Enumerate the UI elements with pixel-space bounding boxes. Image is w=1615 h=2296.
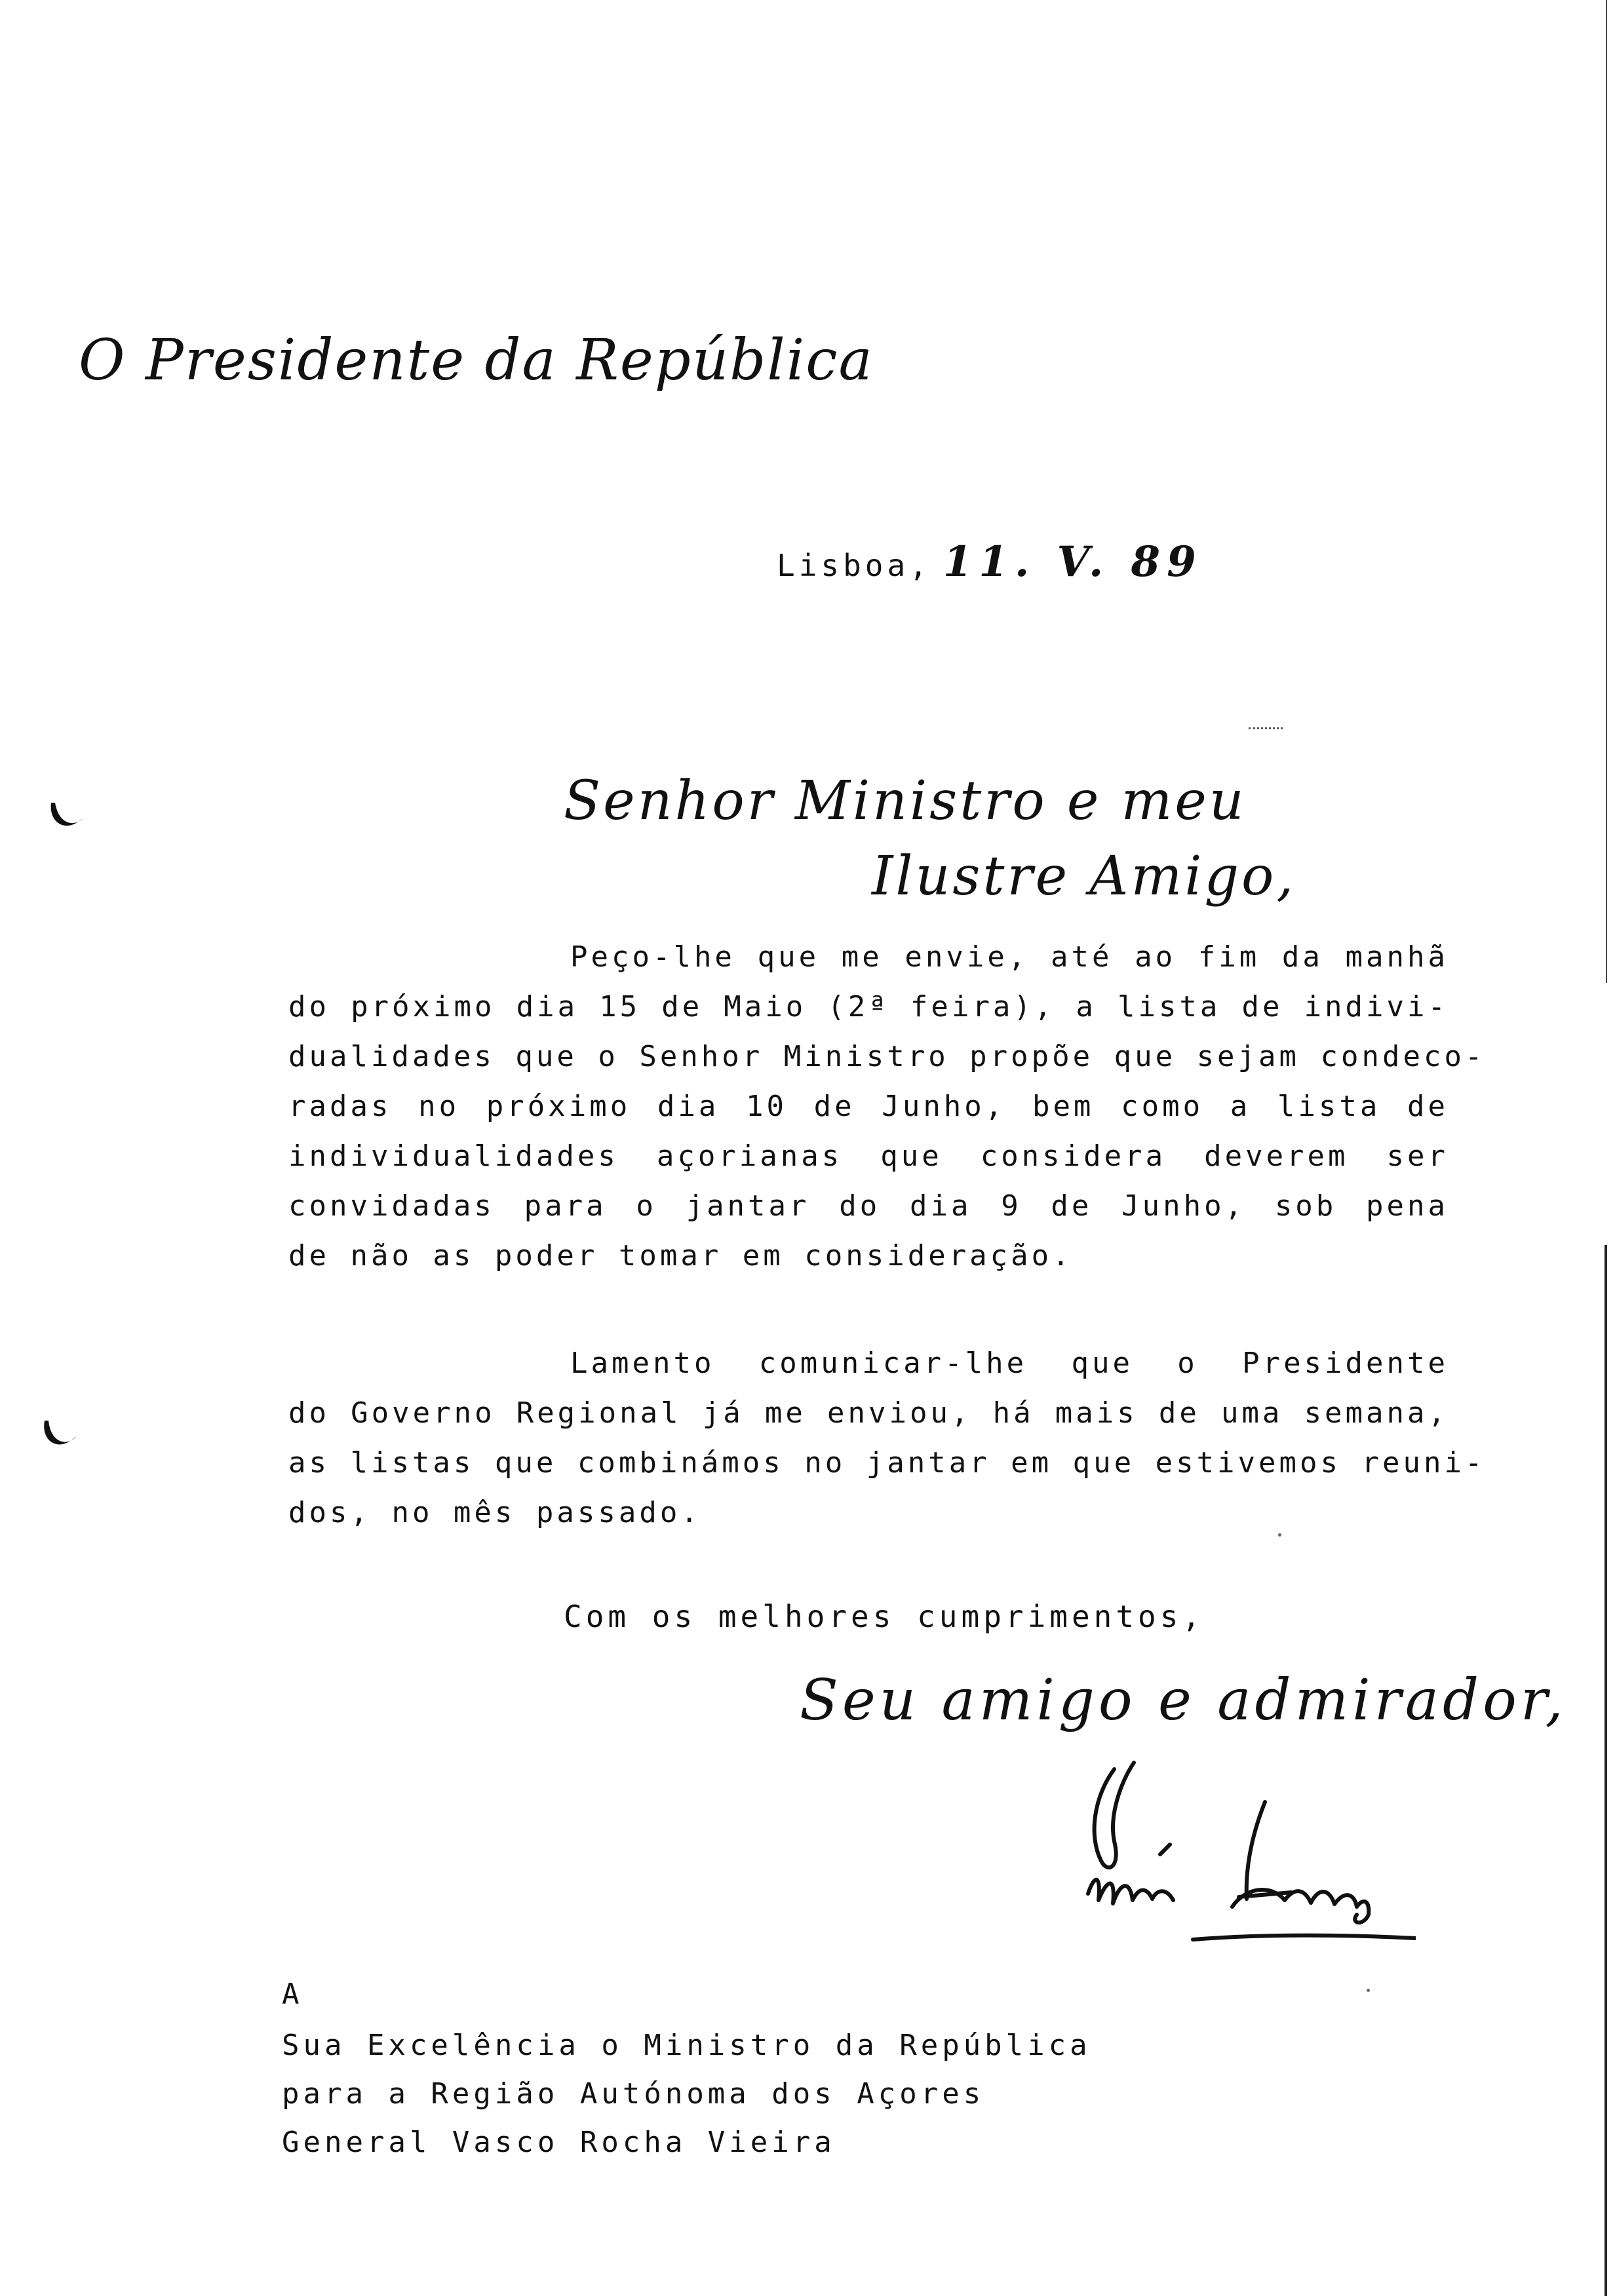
page-edge-line bbox=[1605, 1245, 1607, 2296]
salutation-line-1: Senhor Ministro e meu bbox=[564, 770, 1247, 832]
closing-text: Com os melhores cumprimentos, bbox=[564, 1599, 1205, 1634]
paragraph-line: dos, no mês passado. bbox=[288, 1496, 701, 1529]
paragraph-line: radas no próximo dia 10 de Junho, bem como a lista de bbox=[288, 1090, 1449, 1123]
paragraph-line: convidadas para o jantar do dia 9 de Junho, sob pena bbox=[288, 1189, 1449, 1223]
punch-hole-mark-icon bbox=[46, 796, 88, 838]
paragraph-line: individualidades açorianas que considera deverem ser bbox=[288, 1139, 1449, 1173]
page-edge-line bbox=[1606, 0, 1607, 983]
date-place: Lisboa, bbox=[777, 548, 931, 583]
paragraph-line: dualidades que o Senhor Ministro propõe que sejam condeco- bbox=[288, 1040, 1486, 1073]
signature-name bbox=[0, 0, 1, 1]
scan-artifact bbox=[1249, 727, 1283, 732]
signature-image bbox=[1075, 1743, 1416, 1953]
paragraph-line: Lamento comunicar-lhe que o Presidente bbox=[570, 1347, 1449, 1380]
paragraph-line: de não as poder tomar em consideração. bbox=[288, 1239, 1073, 1272]
paragraph-line: do Governo Regional já me enviou, há mais de uma semana, bbox=[288, 1396, 1449, 1430]
date-line bbox=[777, 537, 1203, 586]
scan-artifact bbox=[1278, 1533, 1281, 1537]
salutation-line-2: Ilustre Amigo, bbox=[872, 845, 1296, 908]
handwritten-closing: Seu amigo e admirador, bbox=[800, 1668, 1567, 1733]
paragraph-line: Peço-lhe que me envie, até ao fim da manhã bbox=[570, 940, 1449, 974]
addressee-line-2: para a Região Autónoma dos Açores bbox=[282, 2077, 985, 2111]
addressee-prefix: A bbox=[282, 1978, 303, 2011]
paragraph-line: do próximo dia 15 de Maio (2ª feira), a lista de indivi- bbox=[288, 990, 1449, 1024]
punch-hole-mark-icon bbox=[39, 1415, 81, 1457]
addressee-line-1: Sua Excelência o Ministro da República bbox=[282, 2029, 1091, 2062]
letterhead: O Presidente da República bbox=[79, 328, 874, 393]
scan-artifact bbox=[1367, 1989, 1370, 1992]
addressee-line-3: General Vasco Rocha Vieira bbox=[282, 2126, 836, 2159]
paragraph-line: as listas que combinámos no jantar em que estivemos reuni- bbox=[288, 1446, 1486, 1480]
date-handwritten: 11. V. 89 bbox=[943, 537, 1203, 586]
